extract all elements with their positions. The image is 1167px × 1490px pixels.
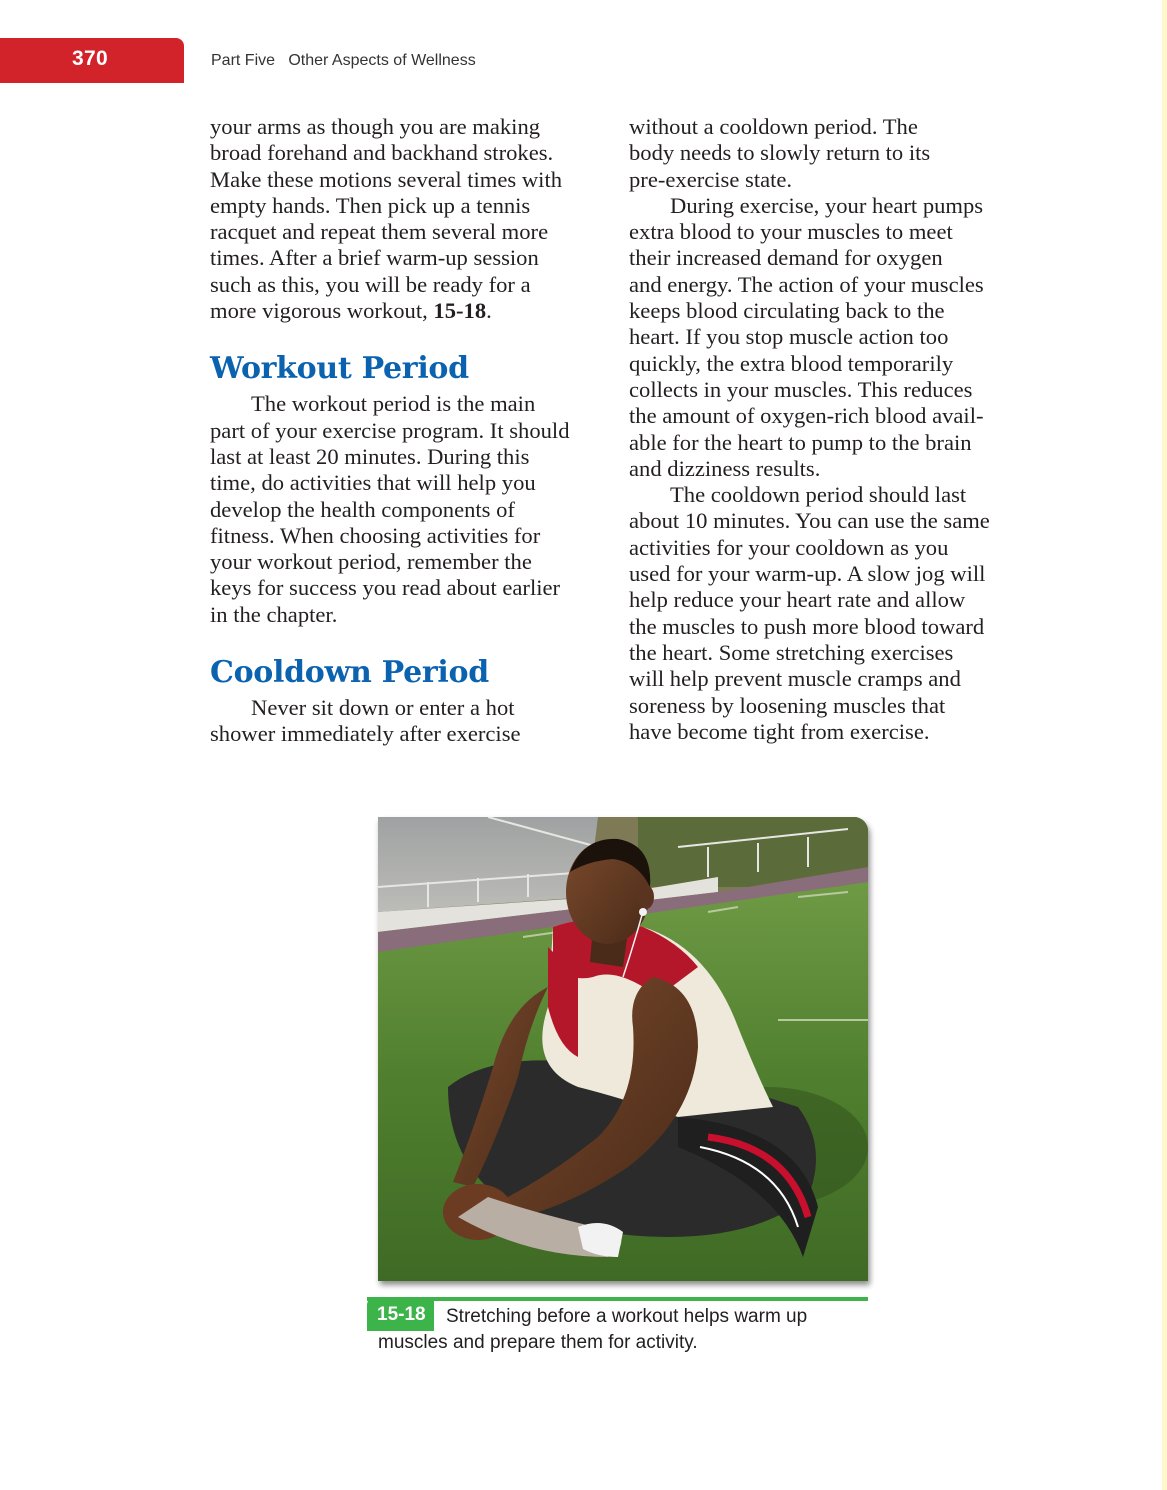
text-line: extra blood to your muscles to meet [629, 219, 953, 245]
caption-line: muscles and prepare them for activity. [378, 1332, 698, 1353]
page-number: 370 [72, 47, 108, 70]
text-line: your workout period, remember the [210, 549, 532, 575]
text-line: During exercise, your heart pumps [670, 192, 984, 218]
text-line: and dizziness results. [629, 455, 821, 481]
text-line: shower immediately after exercise [210, 721, 521, 747]
text-line: develop the health components of [210, 496, 515, 522]
text-line: The workout period is the main [251, 391, 536, 417]
text-line: soreness by loosening muscles that [629, 692, 946, 718]
section-heading-cooldown-period: Cooldown Period [210, 655, 489, 691]
text-line: collects in your muscles. This reduces [629, 376, 973, 402]
text-line: Never sit down or enter a hot [251, 695, 515, 721]
text-line: without a cooldown period. The [629, 114, 918, 139]
text-line: activities for your cooldown as you [629, 534, 949, 560]
text-line [210, 298, 610, 324]
text-line: pre-exercise state. [629, 166, 793, 192]
text-fragment: . [486, 298, 492, 324]
section-heading-workout-period: Workout Period [210, 351, 469, 387]
text-line: the amount of oxygen-rich blood avail- [629, 403, 984, 429]
right-column [629, 114, 1029, 745]
text-line: your arms as though you are making [210, 114, 541, 139]
text-line: The cooldown period should last [670, 482, 967, 508]
figure-photo [378, 817, 868, 1281]
text-line: such as this, you will be ready for a [210, 271, 531, 297]
text-line: broad forehand and backhand strokes. [210, 140, 554, 166]
caption-rule [367, 1297, 868, 1301]
text-line: the heart. Some stretching exercises [629, 639, 954, 665]
figure-caption [378, 1304, 858, 1356]
caption-line: Stretching before a workout helps warm up [446, 1306, 808, 1327]
text-line: last at least 20 minutes. During this [210, 443, 530, 469]
text-line: Make these motions several times with [210, 166, 563, 192]
text-line: the muscles to push more blood toward [629, 613, 985, 639]
text-line: heart. If you stop muscle action too [629, 324, 949, 350]
figure-reference: 15-18 [433, 298, 487, 324]
text-line: about 10 minutes. You can use the same [629, 508, 990, 534]
text-line: racquet and repeat them several more [210, 219, 549, 245]
running-head: Part Five Other Aspects of Wellness [211, 52, 476, 69]
text-line: help reduce your heart rate and allow [629, 587, 966, 613]
text-line: body needs to slowly return to its [629, 140, 931, 166]
text-line: part of your exercise program. It should [210, 417, 570, 443]
athlete-stretching-illustration [378, 817, 868, 1281]
text-line: have become tight from exercise. [629, 718, 930, 744]
text-line: empty hands. Then pick up a tennis [210, 192, 531, 218]
text-line: will help prevent muscle cramps and [629, 666, 961, 692]
text-line: fitness. When choosing activities for [210, 522, 541, 548]
text-line: used for your warm-up. A slow jog will [629, 561, 986, 587]
left-column [210, 114, 610, 748]
text-line: keys for success you read about earlier [210, 575, 561, 601]
text-line: and energy. The action of your muscles [629, 271, 984, 297]
text-line: time, do activities that will help you [210, 470, 536, 496]
text-line: able for the heart to pump to the brain [629, 429, 972, 455]
text-line: times. After a brief warm-up session [210, 245, 539, 271]
page-edge-strip [1162, 0, 1167, 1490]
text-line: in the chapter. [210, 601, 338, 627]
text-line: their increased demand for oxygen [629, 245, 943, 271]
text-line: keeps blood circulating back to the [629, 298, 945, 324]
figure-number: 15-18 [377, 1304, 426, 1325]
text-line: quickly, the extra blood temporarily [629, 350, 954, 376]
text-fragment: more vigorous workout, [210, 298, 434, 324]
